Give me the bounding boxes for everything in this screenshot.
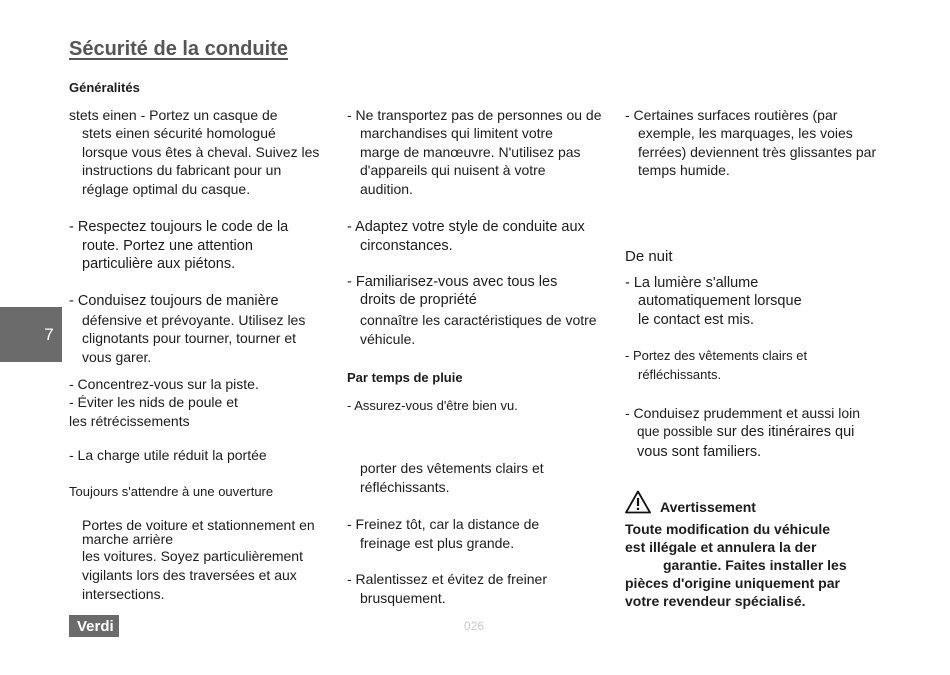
text-line: vigilants lors des traversées et aux [82, 567, 297, 583]
section-heading-general: Généralités [69, 80, 140, 95]
text-line: - Ne transportez pas de personnes ou de [347, 107, 602, 123]
text-line: porter des vêtements clairs et [360, 460, 544, 476]
text-line: d'appareils qui nuisent à votre [360, 162, 546, 178]
warning-line: Toute modification du véhicule [625, 521, 831, 537]
chapter-tab [0, 307, 62, 362]
warning-triangle-icon [625, 490, 651, 514]
text-line: - Freinez tôt, car la distance de [347, 516, 540, 532]
text-line: exemple, les marquages, les voies [638, 125, 853, 141]
text-line: - Concentrez-vous sur la piste. [69, 376, 259, 392]
text-line: réfléchissants. [638, 367, 722, 382]
warning-line: votre revendeur spécialisé. [625, 593, 806, 609]
text-line: Toujours s'attendre à une ouverture [69, 484, 274, 499]
text-line: - Certaines surfaces routières (par [625, 107, 838, 123]
text-line: défensive et prévoyante. Utilisez les [82, 312, 306, 328]
text-line: - La charge utile réduit la portée [69, 447, 267, 463]
page-title: Sécurité de la conduite [69, 38, 288, 60]
text-line: audition. [360, 181, 413, 197]
text-line: réglage optimal du casque. [82, 181, 251, 197]
text-line: connaître les caractéristiques de votre [360, 312, 597, 328]
text-line: - Portez des vêtements clairs et [625, 348, 808, 363]
text-line: stets einen sécurité homologué [82, 125, 276, 141]
warning-line: est illégale et annulera la der [625, 539, 817, 555]
text-line: - Ralentissez et évitez de freiner [347, 571, 547, 587]
text-line: intersections. [82, 586, 165, 602]
page-number: 026 [464, 619, 485, 633]
text-line: droits de propriété [360, 292, 477, 308]
text-line: instructions du fabricant pour un [82, 162, 282, 178]
section-heading-rain: Par temps de pluie [347, 370, 463, 385]
section-heading-night: De nuit [625, 248, 673, 265]
text-line: les rétrécissements [69, 413, 190, 429]
text-line: freinage est plus grande. [360, 535, 515, 551]
text-line: clignotants pour tourner, tourner et [82, 330, 297, 346]
text-line: - Éviter les nids de poule et [69, 394, 238, 410]
warning-title: Avertissement [660, 499, 756, 515]
text-line: réfléchissants. [360, 479, 450, 495]
text-line: marge de manœuvre. N'utilisez pas [360, 144, 581, 160]
text-line: circonstances. [360, 238, 453, 254]
text-line: les voitures. Soyez particulièrement [82, 548, 303, 564]
text-line: le contact est mis. [638, 312, 755, 328]
text-line: brusquement. [360, 590, 446, 606]
text-fragment: sur des itinéraires qui [716, 424, 855, 440]
text-line: - Familiarisez-vous avec tous les [347, 274, 558, 290]
footer-brand-label: Verdi [69, 615, 119, 637]
chapter-number: 7 [44, 324, 54, 344]
text-line: temps humide. [638, 162, 730, 178]
text-line: ferrées) deviennent très glissantes par [638, 144, 877, 160]
text-line: stets einen - Portez un casque de [69, 107, 278, 123]
text-line: - Conduisez toujours de manière [69, 293, 279, 309]
text-line: - Adaptez votre style de conduite aux [347, 219, 585, 235]
text-line: vous garer. [82, 349, 152, 365]
text-line: vous sont familiers. [637, 444, 762, 460]
text-line: marche arrière [82, 531, 174, 547]
text-line: Portes de voiture et stationnement en [82, 517, 315, 533]
text-line: automatiquement lorsque [638, 293, 802, 309]
text-line: - Assurez-vous d'être bien vu. [347, 398, 518, 413]
text-line: particulière aux piétons. [82, 256, 236, 272]
text-line: - Respectez toujours le code de la [69, 219, 289, 235]
warning-line: garantie. Faites installer les [663, 557, 847, 573]
text-line [637, 423, 854, 441]
text-line: véhicule. [360, 331, 416, 347]
text-line: marchandises qui limitent votre [360, 125, 553, 141]
warning-line: pièces d'origine uniquement par [625, 575, 840, 591]
text-line: - Conduisez prudemment et aussi loin [625, 405, 861, 421]
text-fragment: que possible [637, 424, 717, 439]
text-line: route. Portez une attention [82, 238, 253, 254]
text-line: - La lumière s'allume [625, 275, 759, 291]
text-line: lorsque vous êtes à cheval. Suivez les [82, 144, 320, 160]
